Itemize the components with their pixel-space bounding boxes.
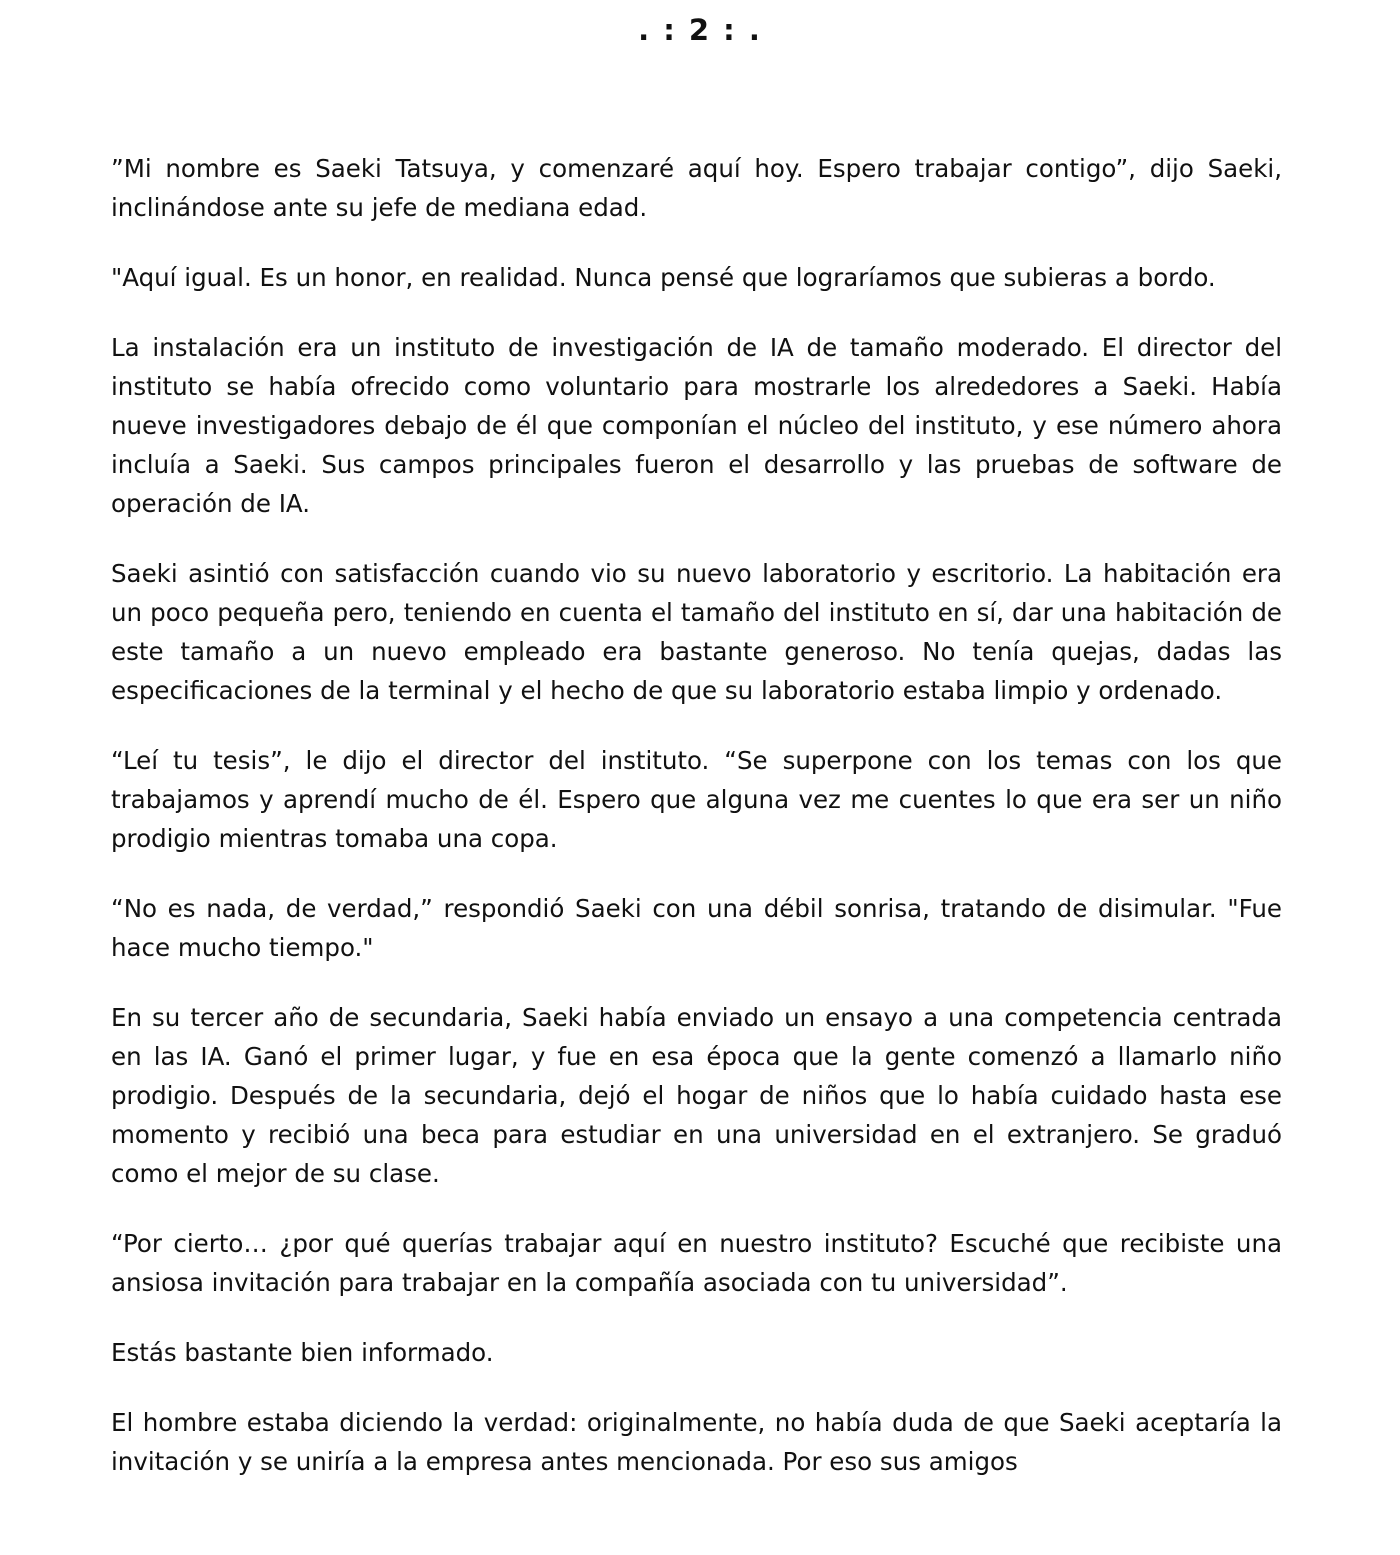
page-number-header: . : 2 : . — [638, 13, 762, 47]
paragraph: “Leí tu tesis”, le dijo el director del instituto. “Se superpone con los temas con los que trabajamos y aprendí mucho de él. Espero que alguna vez me cuentes lo que era ser un niño prodigio mientras tomaba una copa. — [111, 746, 1282, 853]
paragraph: En su tercer año de secundaria, Saeki había enviado un ensayo a una competencia centrada en las IA. Ganó el primer lugar, y fue en esa época que la gente comenzó a llamarlo niño prodigio. Después de la secundaria, dejó el hogar de niños que lo había cuidado hasta ese momento y recibió una beca para estudiar en una universidad en el extranjero. Se graduó como el mejor de su clase. — [111, 1003, 1282, 1188]
paragraph: La instalación era un instituto de investigación de IA de tamaño moderado. El director del instituto se había ofrecido como voluntario para mostrarle los alrededores a Saeki. Había nueve investigadores debajo de él que componían el núcleo del instituto, y ese número ahora incluía a Saeki. Sus campos principales fueron el desarrollo y las pruebas de software de operación de IA. — [111, 333, 1282, 518]
paragraph: El hombre estaba diciendo la verdad: originalmente, no había duda de que Saeki aceptaría la invitación y se uniría a la empresa antes mencionada. Por eso sus amigos — [111, 1408, 1282, 1476]
paragraph: “Por cierto… ¿por qué querías trabajar aquí en nuestro instituto? Escuché que recibiste una ansiosa invitación para trabajar en la compañía asociada con tu universidad”. — [111, 1229, 1282, 1297]
document-body — [111, 149, 1282, 1555]
paragraph: ”Mi nombre es Saeki Tatsuya, y comenzaré aquí hoy. Espero trabajar contigo”, dijo Saeki, inclinándose ante su jefe de mediana edad. — [111, 154, 1282, 222]
paragraph: “No es nada, de verdad,” respondió Saeki con una débil sonrisa, tratando de disimular. "Fue hace mucho tiempo." — [111, 894, 1282, 962]
paragraph: Estás bastante bien informado. — [111, 1338, 494, 1367]
paragraph: Saeki asintió con satisfacción cuando vio su nuevo laboratorio y escritorio. La habitación era un poco pequeña pero, teniendo en cuenta el tamaño del instituto en sí, dar una habitación de este tamaño a un nuevo empleado era bastante generoso. No tenía quejas, dadas las especificaciones de la terminal y el hecho de que su laboratorio estaba limpio y ordenado. — [111, 559, 1282, 705]
paragraph: "Aquí igual. Es un honor, en realidad. Nunca pensé que lograríamos que subieras a bordo. — [111, 263, 1216, 292]
